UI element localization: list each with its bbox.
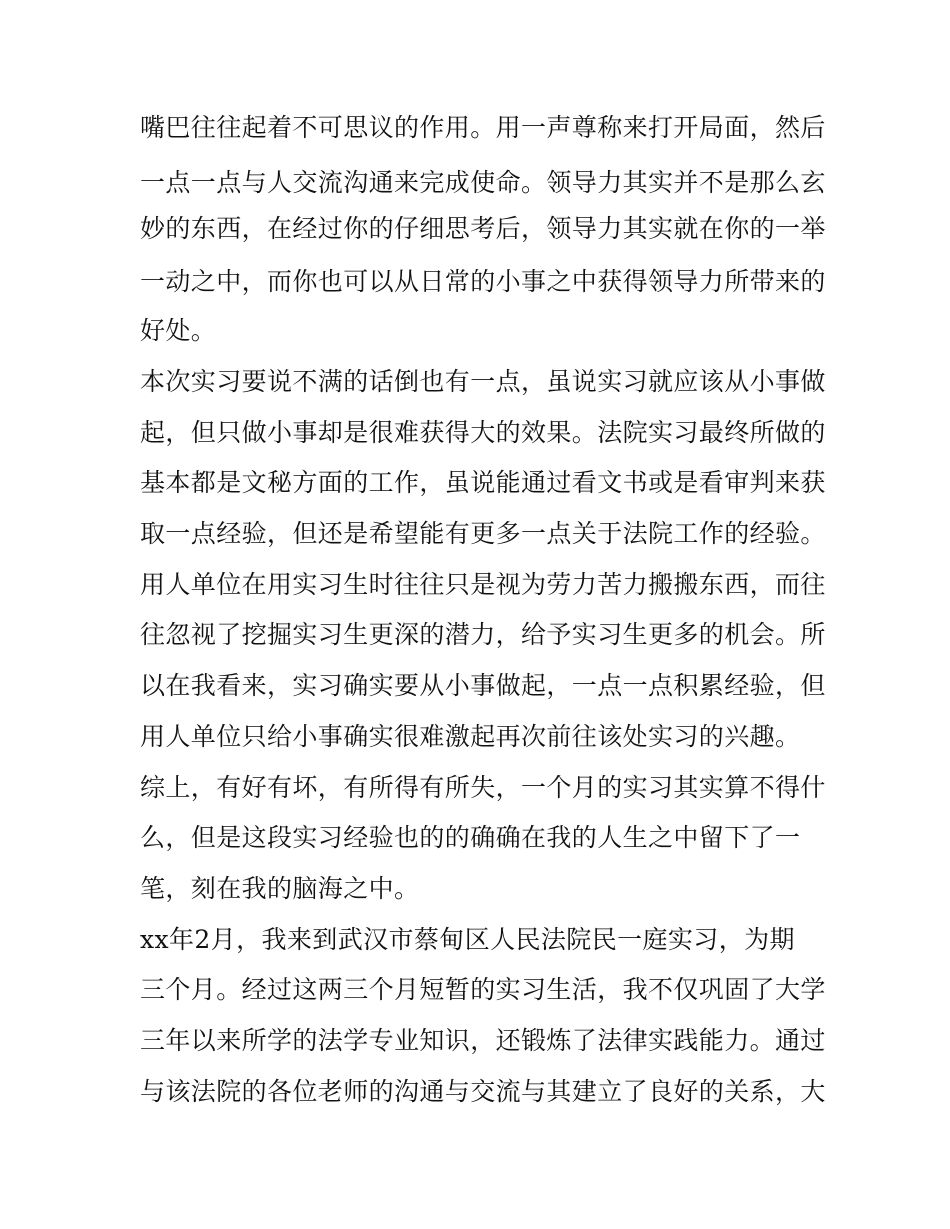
text-line: 与该法院的各位老师的沟通与交流与其建立了良好的关系，大 [140, 1077, 826, 1106]
text-line: 综上，有好有坏，有所得有所失，一个月的实习其实算不得什 [140, 773, 826, 802]
text-line: 基本都是文秘方面的工作，虽说能通过看文书或是看审判来获 [140, 468, 826, 497]
text-line: 嘴巴往往起着不可思议的作用。用一声尊称来打开局面，然后 [140, 113, 826, 142]
text-line: 三年以来所学的法学专业知识，还锻炼了法律实践能力。通过 [140, 1026, 826, 1055]
text-line: 好处。 [140, 316, 217, 345]
text-line: 起，但只做小事却是很难获得大的效果。法院实习最终所做的 [140, 418, 826, 447]
text-line: 往忽视了挖掘实习生更深的潜力，给予实习生更多的机会。所 [140, 620, 826, 649]
text-line: 一动之中，而你也可以从日常的小事之中获得领导力所带来的 [140, 267, 826, 296]
text-line: 以在我看来，实习确实要从小事做起，一点一点积累经验，但 [140, 671, 826, 700]
text-line: 三个月。经过这两三个月短暂的实习生活，我不仅巩固了大学 [140, 975, 826, 1004]
text-line: 一点一点与人交流沟通来完成使命。领导力其实并不是那么玄 [140, 168, 826, 197]
text-line: 笔，刻在我的脑海之中。 [140, 874, 420, 903]
text-line: 本次实习要说不满的话倒也有一点，虽说实习就应该从小事做 [140, 367, 826, 396]
text-line: 么，但是这段实习经验也的的确确在我的人生之中留下了一 [140, 823, 801, 852]
text-line: 妙的东西，在经过你的仔细思考后，领导力其实就在你的一举 [140, 214, 826, 243]
text-line: 用人单位只给小事确实很难激起再次前往该处实习的兴趣。 [140, 722, 801, 751]
text-line: xx年2月，我来到武汉市蔡甸区人民法院民一庭实习，为期 [140, 925, 795, 954]
text-line: 用人单位在用实习生时往往只是视为劳力苦力搬搬东西，而往 [140, 570, 826, 599]
text-line: 取一点经验，但还是希望能有更多一点关于法院工作的经验。 [140, 519, 826, 548]
